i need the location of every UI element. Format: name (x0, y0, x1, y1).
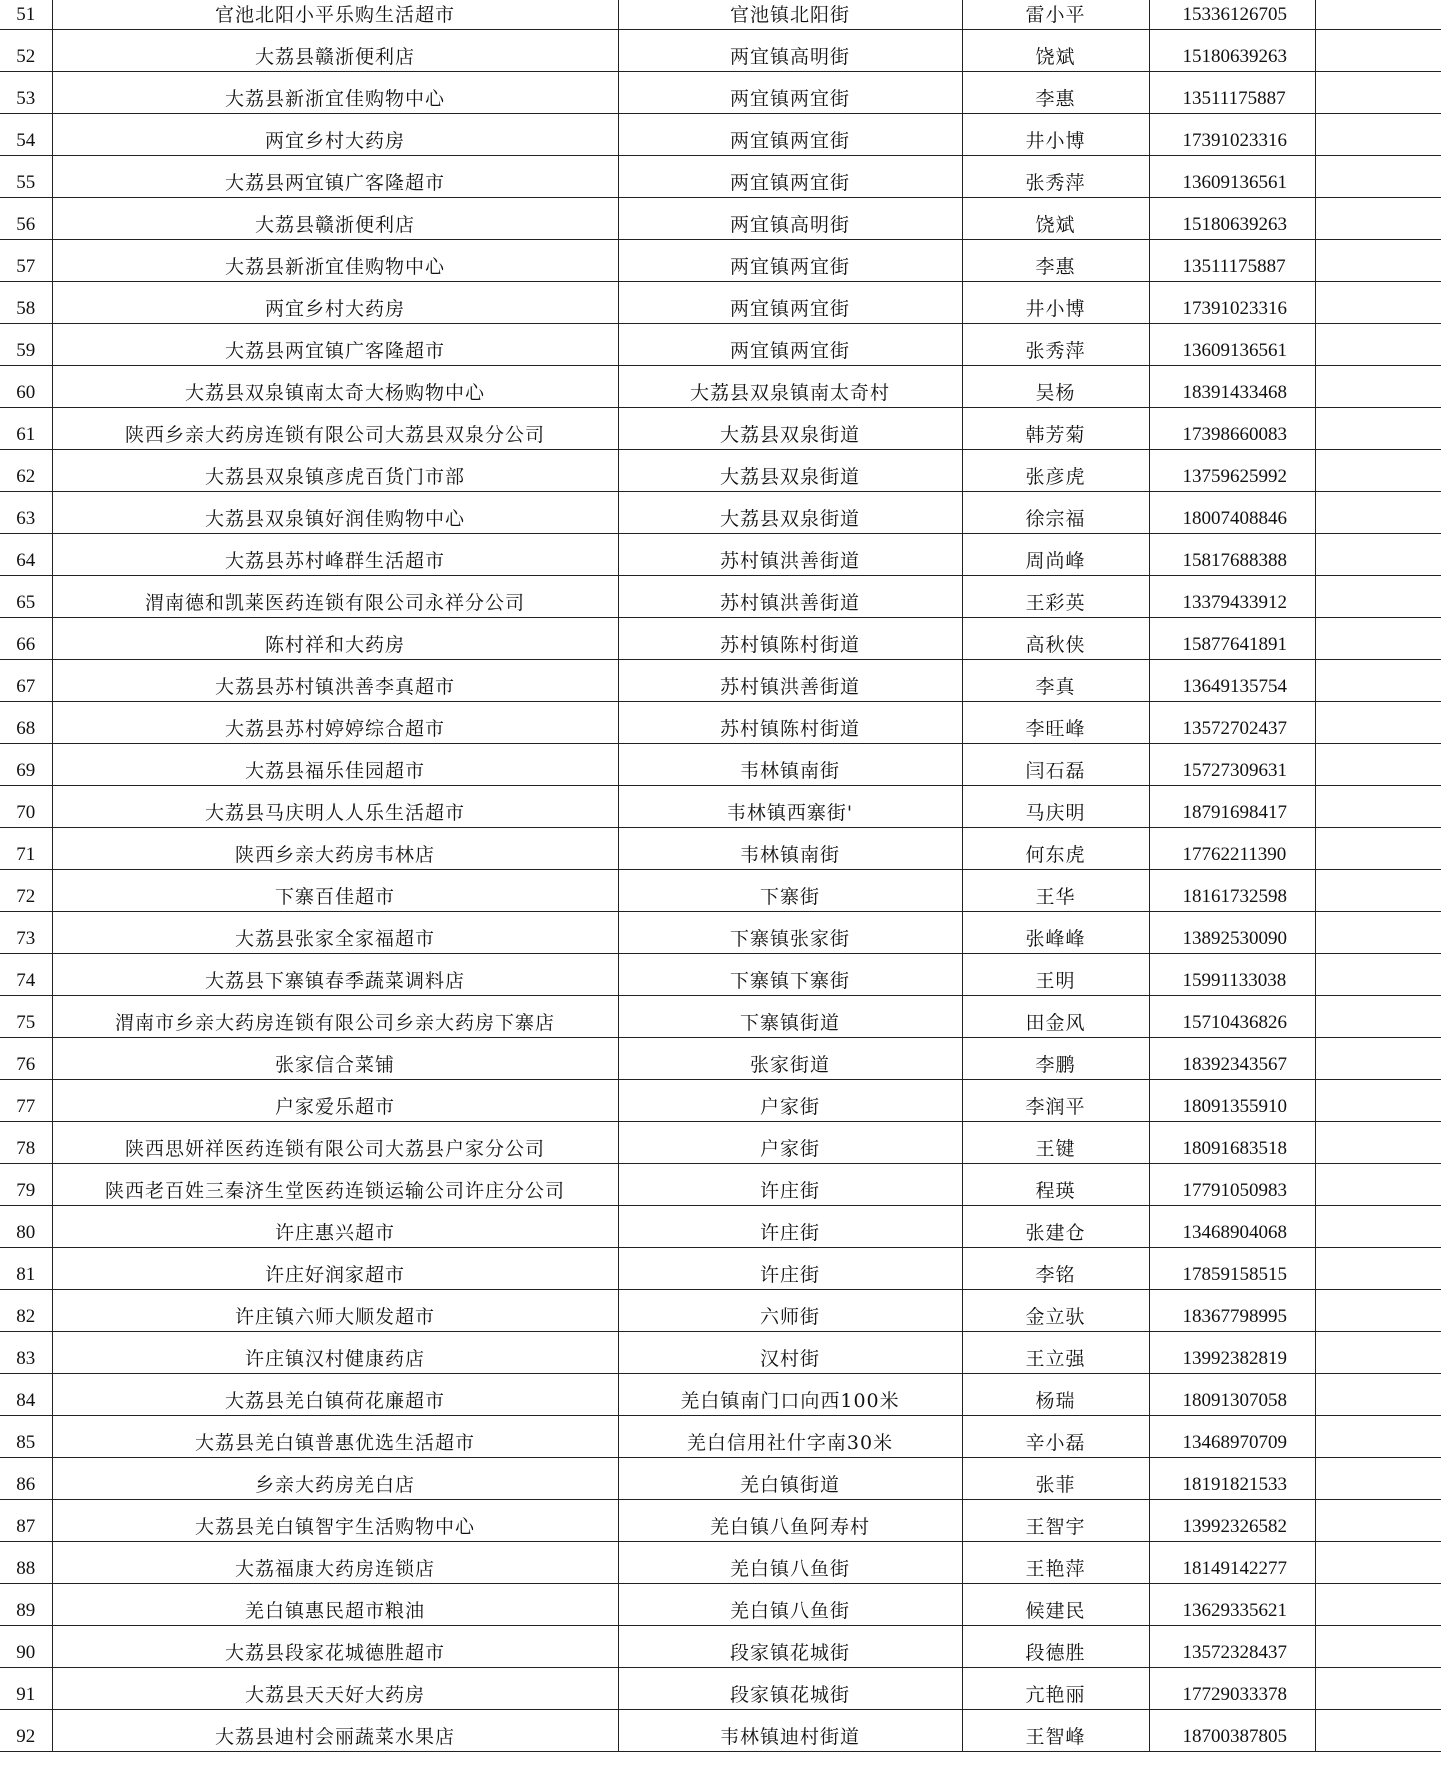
blank-cell (1315, 366, 1441, 408)
phone-cell: 13759625992 (1149, 450, 1315, 492)
blank-cell (1315, 996, 1441, 1038)
table-row (0, 1584, 1441, 1626)
blank-cell (1315, 702, 1441, 744)
phone-cell: 13468904068 (1149, 1206, 1315, 1248)
row-number: 79 (0, 1164, 52, 1206)
phone-cell: 13649135754 (1149, 660, 1315, 702)
blank-cell (1315, 828, 1441, 870)
address-cell: 两宜镇两宜街 (618, 240, 962, 282)
address-cell: 两宜镇两宜街 (618, 282, 962, 324)
contact-person-cell: 张秀萍 (962, 156, 1149, 198)
store-name-cell: 乡亲大药房羌白店 (52, 1458, 618, 1500)
table-row (0, 744, 1441, 786)
contact-person-cell: 何东虎 (962, 828, 1149, 870)
contact-person-cell: 王明 (962, 954, 1149, 996)
table-row (0, 576, 1441, 618)
contact-person-cell: 李真 (962, 660, 1149, 702)
contact-person-cell: 王键 (962, 1122, 1149, 1164)
row-number: 56 (0, 198, 52, 240)
table-row (0, 450, 1441, 492)
address-cell: 韦林镇迪村街道 (618, 1710, 962, 1752)
address-cell: 羌白镇八鱼街 (618, 1584, 962, 1626)
phone-cell: 13609136561 (1149, 324, 1315, 366)
phone-cell: 18791698417 (1149, 786, 1315, 828)
contact-person-cell: 饶斌 (962, 198, 1149, 240)
row-number: 92 (0, 1710, 52, 1752)
table-row (0, 324, 1441, 366)
phone-cell: 15180639263 (1149, 198, 1315, 240)
store-name-cell: 渭南德和凯莱医药连锁有限公司永祥分公司 (52, 576, 618, 618)
store-name-cell: 大荔县迪村会丽蔬菜水果店 (52, 1710, 618, 1752)
table-row (0, 1080, 1441, 1122)
table-row (0, 492, 1441, 534)
phone-cell: 15817688388 (1149, 534, 1315, 576)
phone-cell: 13572702437 (1149, 702, 1315, 744)
table-row (0, 408, 1441, 450)
contact-person-cell: 李旺峰 (962, 702, 1149, 744)
phone-cell: 17398660083 (1149, 408, 1315, 450)
table-row (0, 1206, 1441, 1248)
blank-cell (1315, 618, 1441, 660)
store-name-cell: 大荔县双泉镇彦虎百货门市部 (52, 450, 618, 492)
store-name-cell: 大荔县新浙宜佳购物中心 (52, 240, 618, 282)
blank-cell (1315, 1374, 1441, 1416)
phone-cell: 15336126705 (1149, 0, 1315, 30)
row-number: 54 (0, 114, 52, 156)
phone-cell: 15727309631 (1149, 744, 1315, 786)
store-name-cell: 大荔福康大药房连锁店 (52, 1542, 618, 1584)
contact-person-cell: 张峰峰 (962, 912, 1149, 954)
row-number: 60 (0, 366, 52, 408)
phone-cell: 17791050983 (1149, 1164, 1315, 1206)
address-cell: 苏村镇洪善街道 (618, 576, 962, 618)
store-name-cell: 许庄惠兴超市 (52, 1206, 618, 1248)
table-row (0, 1710, 1441, 1752)
blank-cell (1315, 954, 1441, 996)
blank-cell (1315, 1248, 1441, 1290)
phone-cell: 15877641891 (1149, 618, 1315, 660)
table-row (0, 660, 1441, 702)
blank-cell (1315, 282, 1441, 324)
address-cell: 下寨镇街道 (618, 996, 962, 1038)
contact-person-cell: 王智宇 (962, 1500, 1149, 1542)
phone-cell: 17391023316 (1149, 282, 1315, 324)
phone-cell: 18091683518 (1149, 1122, 1315, 1164)
contact-person-cell: 王艳萍 (962, 1542, 1149, 1584)
phone-cell: 17729033378 (1149, 1668, 1315, 1710)
address-cell: 两宜镇两宜街 (618, 324, 962, 366)
store-name-cell: 大荔县张家全家福超市 (52, 912, 618, 954)
blank-cell (1315, 576, 1441, 618)
store-name-cell: 陈村祥和大药房 (52, 618, 618, 660)
row-number: 59 (0, 324, 52, 366)
address-cell: 羌白镇南门口向西100米 (618, 1374, 962, 1416)
blank-cell (1315, 912, 1441, 954)
phone-cell: 18091307058 (1149, 1374, 1315, 1416)
row-number: 73 (0, 912, 52, 954)
contact-person-cell: 李惠 (962, 72, 1149, 114)
address-cell: 羌白镇街道 (618, 1458, 962, 1500)
blank-cell (1315, 1458, 1441, 1500)
row-number: 77 (0, 1080, 52, 1122)
table-row (0, 366, 1441, 408)
blank-cell (1315, 1122, 1441, 1164)
store-name-cell: 大荔县天天好大药房 (52, 1668, 618, 1710)
row-number: 75 (0, 996, 52, 1038)
phone-cell: 18392343567 (1149, 1038, 1315, 1080)
blank-cell (1315, 0, 1441, 30)
store-name-cell: 许庄镇汉村健康药店 (52, 1332, 618, 1374)
contact-person-cell: 杨瑞 (962, 1374, 1149, 1416)
row-number: 90 (0, 1626, 52, 1668)
store-name-cell: 大荔县羌白镇荷花廉超市 (52, 1374, 618, 1416)
phone-cell: 17391023316 (1149, 114, 1315, 156)
row-number: 53 (0, 72, 52, 114)
store-name-cell: 大荔县福乐佳园超市 (52, 744, 618, 786)
contact-person-cell: 张菲 (962, 1458, 1149, 1500)
row-number: 80 (0, 1206, 52, 1248)
store-name-cell: 大荔县两宜镇广客隆超市 (52, 156, 618, 198)
address-cell: 苏村镇陈村街道 (618, 702, 962, 744)
store-name-cell: 大荔县赣浙便利店 (52, 30, 618, 72)
contact-person-cell: 井小博 (962, 282, 1149, 324)
row-number: 88 (0, 1542, 52, 1584)
store-name-cell: 陕西思妍祥医药连锁有限公司大荔县户家分公司 (52, 1122, 618, 1164)
address-cell: 两宜镇两宜街 (618, 72, 962, 114)
blank-cell (1315, 1332, 1441, 1374)
store-name-cell: 陕西老百姓三秦济生堂医药连锁运输公司许庄分公司 (52, 1164, 618, 1206)
store-name-cell: 陕西乡亲大药房韦林店 (52, 828, 618, 870)
store-name-cell: 大荔县苏村婷婷综合超市 (52, 702, 618, 744)
contact-person-cell: 王智峰 (962, 1710, 1149, 1752)
contact-person-cell: 亢艳丽 (962, 1668, 1149, 1710)
address-cell: 许庄街 (618, 1248, 962, 1290)
blank-cell (1315, 786, 1441, 828)
row-number: 64 (0, 534, 52, 576)
table-row (0, 1374, 1441, 1416)
table-row (0, 870, 1441, 912)
store-name-cell: 户家爱乐超市 (52, 1080, 618, 1122)
phone-cell: 13629335621 (1149, 1584, 1315, 1626)
row-number: 57 (0, 240, 52, 282)
blank-cell (1315, 1584, 1441, 1626)
address-cell: 韦林镇南街 (618, 828, 962, 870)
row-number: 78 (0, 1122, 52, 1164)
blank-cell (1315, 30, 1441, 72)
contact-person-cell: 王彩英 (962, 576, 1149, 618)
row-number: 62 (0, 450, 52, 492)
table-row (0, 1164, 1441, 1206)
contact-person-cell: 雷小平 (962, 0, 1149, 30)
blank-cell (1315, 1290, 1441, 1332)
blank-cell (1315, 1038, 1441, 1080)
row-number: 81 (0, 1248, 52, 1290)
address-cell: 汉村街 (618, 1332, 962, 1374)
phone-cell: 17762211390 (1149, 828, 1315, 870)
row-number: 61 (0, 408, 52, 450)
phone-cell: 13992326582 (1149, 1500, 1315, 1542)
phone-cell: 15180639263 (1149, 30, 1315, 72)
phone-cell: 18391433468 (1149, 366, 1315, 408)
table-row (0, 786, 1441, 828)
blank-cell (1315, 114, 1441, 156)
blank-cell (1315, 744, 1441, 786)
address-cell: 段家镇花城街 (618, 1626, 962, 1668)
contact-person-cell: 程瑛 (962, 1164, 1149, 1206)
phone-cell: 13572328437 (1149, 1626, 1315, 1668)
address-cell: 大荔县双泉街道 (618, 450, 962, 492)
address-cell: 两宜镇高明街 (618, 30, 962, 72)
phone-cell: 13468970709 (1149, 1416, 1315, 1458)
address-cell: 下寨街 (618, 870, 962, 912)
blank-cell (1315, 1416, 1441, 1458)
store-name-cell: 张家信合菜铺 (52, 1038, 618, 1080)
table-row (0, 282, 1441, 324)
phone-cell: 13511175887 (1149, 240, 1315, 282)
contact-person-cell: 王立强 (962, 1332, 1149, 1374)
contact-person-cell: 饶斌 (962, 30, 1149, 72)
store-name-cell: 大荔县羌白镇智宇生活购物中心 (52, 1500, 618, 1542)
store-name-cell: 大荔县苏村峰群生活超市 (52, 534, 618, 576)
row-number: 66 (0, 618, 52, 660)
contact-person-cell: 闫石磊 (962, 744, 1149, 786)
address-cell: 韦林镇南街 (618, 744, 962, 786)
contact-person-cell: 井小博 (962, 114, 1149, 156)
table-row (0, 1626, 1441, 1668)
table-row (0, 72, 1441, 114)
store-name-cell: 两宜乡村大药房 (52, 282, 618, 324)
phone-cell: 18007408846 (1149, 492, 1315, 534)
phone-cell: 18091355910 (1149, 1080, 1315, 1122)
address-cell: 大荔县双泉街道 (618, 408, 962, 450)
store-name-cell: 下寨百佳超市 (52, 870, 618, 912)
contact-person-cell: 马庆明 (962, 786, 1149, 828)
phone-cell: 18367798995 (1149, 1290, 1315, 1332)
address-cell: 户家街 (618, 1080, 962, 1122)
store-name-cell: 羌白镇惠民超市粮油 (52, 1584, 618, 1626)
blank-cell (1315, 156, 1441, 198)
phone-cell: 13379433912 (1149, 576, 1315, 618)
table-row (0, 1416, 1441, 1458)
table-row (0, 1122, 1441, 1164)
store-name-cell: 大荔县段家花城德胜超市 (52, 1626, 618, 1668)
contact-person-cell: 候建民 (962, 1584, 1149, 1626)
store-name-cell: 许庄镇六师大顺发超市 (52, 1290, 618, 1332)
address-cell: 韦林镇西寨街' (618, 786, 962, 828)
address-cell: 苏村镇洪善街道 (618, 660, 962, 702)
contact-person-cell: 王华 (962, 870, 1149, 912)
row-number: 55 (0, 156, 52, 198)
blank-cell (1315, 450, 1441, 492)
address-cell: 两宜镇两宜街 (618, 114, 962, 156)
blank-cell (1315, 240, 1441, 282)
table-row (0, 1038, 1441, 1080)
store-name-cell: 渭南市乡亲大药房连锁有限公司乡亲大药房下寨店 (52, 996, 618, 1038)
row-number: 76 (0, 1038, 52, 1080)
contact-person-cell: 周尚峰 (962, 534, 1149, 576)
store-name-cell: 大荔县双泉镇好润佳购物中心 (52, 492, 618, 534)
store-name-cell: 陕西乡亲大药房连锁有限公司大荔县双泉分公司 (52, 408, 618, 450)
table-row (0, 1542, 1441, 1584)
table-row (0, 30, 1441, 72)
row-number: 51 (0, 0, 52, 30)
row-number: 84 (0, 1374, 52, 1416)
contact-person-cell: 李鹏 (962, 1038, 1149, 1080)
row-number: 89 (0, 1584, 52, 1626)
row-number: 70 (0, 786, 52, 828)
store-name-cell: 大荔县赣浙便利店 (52, 198, 618, 240)
contact-person-cell: 金立驮 (962, 1290, 1149, 1332)
address-cell: 大荔县双泉街道 (618, 492, 962, 534)
row-number: 52 (0, 30, 52, 72)
blank-cell (1315, 198, 1441, 240)
address-cell: 许庄街 (618, 1206, 962, 1248)
table-row (0, 240, 1441, 282)
address-cell: 苏村镇洪善街道 (618, 534, 962, 576)
blank-cell (1315, 1500, 1441, 1542)
blank-cell (1315, 1626, 1441, 1668)
blank-cell (1315, 660, 1441, 702)
table-row (0, 534, 1441, 576)
contact-person-cell: 张彦虎 (962, 450, 1149, 492)
address-cell: 下寨镇张家街 (618, 912, 962, 954)
blank-cell (1315, 408, 1441, 450)
blank-cell (1315, 1080, 1441, 1122)
table-row (0, 996, 1441, 1038)
contact-person-cell: 段德胜 (962, 1626, 1149, 1668)
phone-cell: 13511175887 (1149, 72, 1315, 114)
row-number: 74 (0, 954, 52, 996)
row-number: 58 (0, 282, 52, 324)
contact-person-cell: 高秋侠 (962, 618, 1149, 660)
blank-cell (1315, 870, 1441, 912)
address-cell: 张家街道 (618, 1038, 962, 1080)
phone-cell: 18700387805 (1149, 1710, 1315, 1752)
phone-cell: 13992382819 (1149, 1332, 1315, 1374)
contact-person-cell: 田金风 (962, 996, 1149, 1038)
blank-cell (1315, 492, 1441, 534)
phone-cell: 13609136561 (1149, 156, 1315, 198)
table-row (0, 618, 1441, 660)
table-row (0, 1290, 1441, 1332)
address-cell: 大荔县双泉镇南太奇村 (618, 366, 962, 408)
table-row (0, 954, 1441, 996)
table-row (0, 912, 1441, 954)
store-name-cell: 官池北阳小平乐购生活超市 (52, 0, 618, 30)
address-cell: 两宜镇两宜街 (618, 156, 962, 198)
address-cell: 羌白信用社什字南30米 (618, 1416, 962, 1458)
address-cell: 官池镇北阳街 (618, 0, 962, 30)
blank-cell (1315, 1206, 1441, 1248)
row-number: 82 (0, 1290, 52, 1332)
address-cell: 许庄街 (618, 1164, 962, 1206)
store-name-cell: 大荔县新浙宜佳购物中心 (52, 72, 618, 114)
row-number: 87 (0, 1500, 52, 1542)
address-cell: 六师街 (618, 1290, 962, 1332)
blank-cell (1315, 72, 1441, 114)
phone-cell: 15710436826 (1149, 996, 1315, 1038)
row-number: 71 (0, 828, 52, 870)
contact-person-cell: 吴杨 (962, 366, 1149, 408)
contact-person-cell: 韩芳菊 (962, 408, 1149, 450)
store-name-cell: 大荔县两宜镇广客隆超市 (52, 324, 618, 366)
table-row (0, 114, 1441, 156)
table-row (0, 0, 1441, 30)
phone-cell: 18161732598 (1149, 870, 1315, 912)
table-row (0, 1332, 1441, 1374)
row-number: 83 (0, 1332, 52, 1374)
row-number: 69 (0, 744, 52, 786)
row-number: 65 (0, 576, 52, 618)
table-row (0, 1500, 1441, 1542)
row-number: 86 (0, 1458, 52, 1500)
blank-cell (1315, 534, 1441, 576)
phone-cell: 15991133038 (1149, 954, 1315, 996)
contact-person-cell: 李惠 (962, 240, 1149, 282)
row-number: 63 (0, 492, 52, 534)
contact-person-cell: 李铭 (962, 1248, 1149, 1290)
blank-cell (1315, 324, 1441, 366)
blank-cell (1315, 1542, 1441, 1584)
address-cell: 段家镇花城街 (618, 1668, 962, 1710)
address-cell: 苏村镇陈村街道 (618, 618, 962, 660)
address-cell: 两宜镇高明街 (618, 198, 962, 240)
address-cell: 羌白镇八鱼阿寿村 (618, 1500, 962, 1542)
store-name-cell: 大荔县苏村镇洪善李真超市 (52, 660, 618, 702)
blank-cell (1315, 1164, 1441, 1206)
address-cell: 户家街 (618, 1122, 962, 1164)
store-name-cell: 大荔县双泉镇南太奇大杨购物中心 (52, 366, 618, 408)
contact-person-cell: 张秀萍 (962, 324, 1149, 366)
phone-cell: 13892530090 (1149, 912, 1315, 954)
table-row (0, 1248, 1441, 1290)
table-row (0, 156, 1441, 198)
store-name-cell: 大荔县马庆明人人乐生活超市 (52, 786, 618, 828)
table-row (0, 702, 1441, 744)
table-row (0, 198, 1441, 240)
row-number: 68 (0, 702, 52, 744)
blank-cell (1315, 1710, 1441, 1752)
store-name-cell: 大荔县下寨镇春季蔬菜调料店 (52, 954, 618, 996)
phone-cell: 18149142277 (1149, 1542, 1315, 1584)
table-row (0, 1458, 1441, 1500)
blank-cell (1315, 1668, 1441, 1710)
contact-person-cell: 辛小磊 (962, 1416, 1149, 1458)
row-number: 72 (0, 870, 52, 912)
store-name-cell: 两宜乡村大药房 (52, 114, 618, 156)
row-number: 67 (0, 660, 52, 702)
address-cell: 下寨镇下寨街 (618, 954, 962, 996)
row-number: 85 (0, 1416, 52, 1458)
contact-person-cell: 李润平 (962, 1080, 1149, 1122)
contact-person-cell: 徐宗福 (962, 492, 1149, 534)
phone-cell: 18191821533 (1149, 1458, 1315, 1500)
address-cell: 羌白镇八鱼街 (618, 1542, 962, 1584)
row-number: 91 (0, 1668, 52, 1710)
table-row (0, 1668, 1441, 1710)
phone-cell: 17859158515 (1149, 1248, 1315, 1290)
store-name-cell: 大荔县羌白镇普惠优选生活超市 (52, 1416, 618, 1458)
store-name-cell: 许庄好润家超市 (52, 1248, 618, 1290)
table-row (0, 828, 1441, 870)
contact-person-cell: 张建仓 (962, 1206, 1149, 1248)
